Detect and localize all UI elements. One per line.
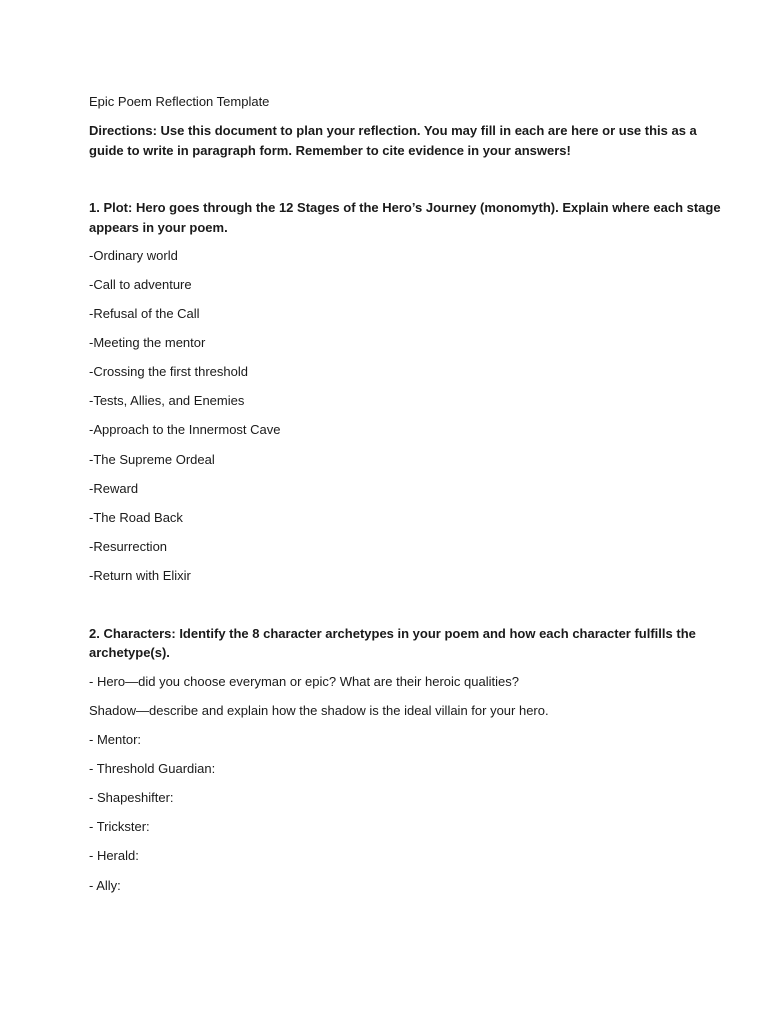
stage-call-to-adventure: -Call to adventure (89, 277, 192, 292)
archetype-ally: - Ally: (89, 878, 121, 893)
directions-line-2: guide to write in paragraph form. Remember to cite evidence in your answers! (89, 143, 571, 158)
archetype-mentor: - Mentor: (89, 732, 142, 747)
document-title: Epic Poem Reflection Template (89, 94, 270, 109)
stage-meeting-mentor: -Meeting the mentor (89, 335, 206, 350)
stage-tests-allies-enemies: -Tests, Allies, and Enemies (89, 393, 245, 408)
stage-approach-innermost-cave: -Approach to the Innermost Cave (89, 422, 281, 437)
characters-heading-line-1: 2. Characters: Identify the 8 character archetypes in your poem and how each character fulfills the (89, 626, 696, 641)
archetype-herald: - Herald: (89, 848, 139, 863)
stage-crossing-threshold: -Crossing the first threshold (89, 364, 248, 379)
stage-resurrection: -Resurrection (89, 539, 168, 554)
stage-reward: -Reward (89, 481, 139, 496)
stage-return-with-elixir: -Return with Elixir (89, 568, 191, 583)
archetype-threshold-guardian: - Threshold Guardian: (89, 761, 216, 776)
archetype-trickster: - Trickster: (89, 819, 150, 834)
plot-heading-line-1: 1. Plot: Hero goes through the 12 Stages of the Hero’s Journey (monomyth). Explain where each stage (89, 200, 721, 215)
archetype-shadow: Shadow—describe and explain how the shadow is the ideal villain for your hero. (89, 703, 549, 718)
plot-heading-line-2: appears in your poem. (89, 220, 228, 235)
stage-refusal-of-call: -Refusal of the Call (89, 306, 200, 321)
archetype-hero: - Hero—did you choose everyman or epic? What are their heroic qualities? (89, 674, 519, 689)
directions-line-1: Directions: Use this document to plan your reflection. You may fill in each are here or use this as a (89, 123, 697, 138)
characters-heading-line-2: archetype(s). (89, 645, 170, 660)
stage-supreme-ordeal: -The Supreme Ordeal (89, 452, 215, 467)
archetype-shapeshifter: - Shapeshifter: (89, 790, 174, 805)
stage-road-back: -The Road Back (89, 510, 183, 525)
stage-ordinary-world: -Ordinary world (89, 248, 178, 263)
